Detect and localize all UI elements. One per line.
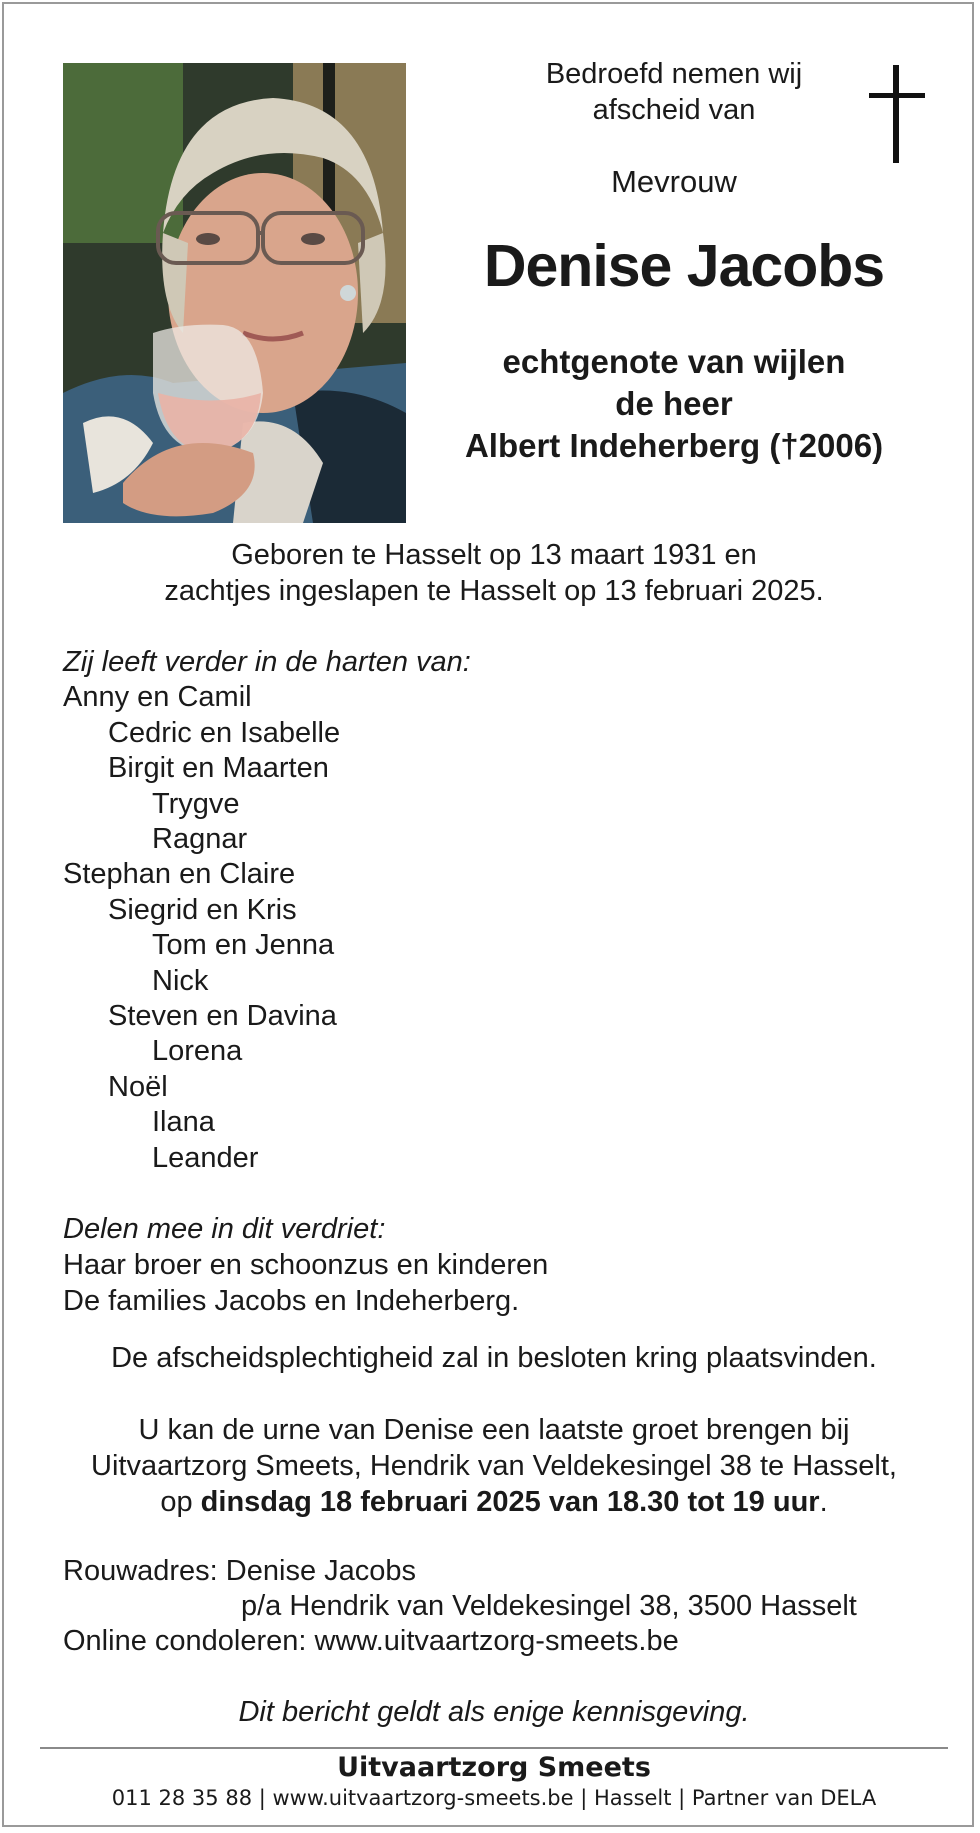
- urn-line-1: U kan de urne van Denise een laatste groet brengen bij: [138, 1414, 850, 1446]
- family-member: Ragnar: [152, 823, 248, 856]
- address-line-1: Rouwadres: Denise Jacobs: [63, 1555, 417, 1587]
- obituary-card: [2, 2, 974, 1827]
- spouse-line-1: echtgenote van wijlen: [502, 343, 846, 380]
- address-line-2: p/a Hendrik van Veldekesingel 38, 3500 Hasselt: [241, 1590, 857, 1622]
- birth-death-text: [64, 537, 924, 609]
- sharing-heading: Delen mee in dit verdriet:: [63, 1213, 386, 1245]
- family-member: Ilana: [152, 1106, 215, 1139]
- sharing-block: [63, 1211, 548, 1319]
- intro-line-2: afscheid van: [592, 94, 756, 126]
- urn-line-3: [34, 1484, 954, 1520]
- family-member: Cedric en Isabelle: [108, 716, 341, 749]
- birth-line-1: Geboren te Hasselt op 13 maart 1931 en: [231, 539, 757, 571]
- family-heading: Zij leeft verder in de harten van:: [63, 646, 471, 678]
- funeral-home-name: Uitvaartzorg Smeets: [337, 1752, 651, 1783]
- family-member: Noël: [108, 1070, 168, 1103]
- family-member: Nick: [152, 964, 209, 997]
- portrait-photo: [63, 63, 406, 523]
- urn-line-3-prefix: op: [160, 1486, 201, 1518]
- family-member: Tom en Jenna: [152, 929, 335, 962]
- birth-line-2: zachtjes ingeslapen te Hasselt op 13 februari 2025.: [164, 575, 824, 607]
- family-member: Siegrid en Kris: [108, 893, 297, 926]
- urn-visit-text: [34, 1412, 954, 1520]
- family-member: Anny en Camil: [63, 681, 252, 714]
- notice-text: Dit bericht geldt als enige kennisgeving.: [238, 1696, 750, 1728]
- spouse-line-3: Albert Indeherberg (†2006): [464, 427, 884, 464]
- spouse-line-2: de heer: [615, 385, 733, 422]
- family-member: Stephan en Claire: [63, 858, 296, 891]
- urn-line-3-suffix: .: [819, 1486, 828, 1518]
- ceremony-text: De afscheidsplechtigheid zal in besloten kring plaatsvinden.: [111, 1342, 877, 1374]
- family-member: Leander: [152, 1141, 259, 1174]
- cross-icon: [869, 65, 925, 163]
- urn-line-2: Uitvaartzorg Smeets, Hendrik van Veldekesingel 38 te Hasselt,: [91, 1450, 897, 1482]
- family-member: Lorena: [152, 1035, 243, 1068]
- online-condolence: Online condoleren: www.uitvaartzorg-smeets.be: [63, 1625, 679, 1657]
- footer-divider: [40, 1747, 948, 1749]
- family-member: Steven en Davina: [108, 1000, 337, 1033]
- family-list: [63, 645, 471, 1176]
- sharing-line-1: Haar broer en schoonzus en kinderen: [63, 1249, 549, 1281]
- intro-line-1: Bedroefd nemen wij: [545, 58, 803, 90]
- address-block: [63, 1554, 923, 1659]
- family-member: Birgit en Maarten: [108, 752, 329, 785]
- intro-text: [474, 56, 874, 128]
- urn-date-time: dinsdag 18 februari 2025 van 18.30 tot 19 uur: [200, 1486, 820, 1518]
- family-member: Trygve: [152, 787, 240, 820]
- spouse-block: [424, 341, 924, 467]
- deceased-name: Denise Jacobs: [483, 233, 885, 299]
- honorific-title: Mevrouw: [611, 164, 737, 199]
- funeral-home-contact: 011 28 35 88 | www.uitvaartzorg-smeets.be | Hasselt | Partner van DELA: [111, 1786, 877, 1810]
- sharing-line-2: De families Jacobs en Indeherberg.: [63, 1285, 520, 1317]
